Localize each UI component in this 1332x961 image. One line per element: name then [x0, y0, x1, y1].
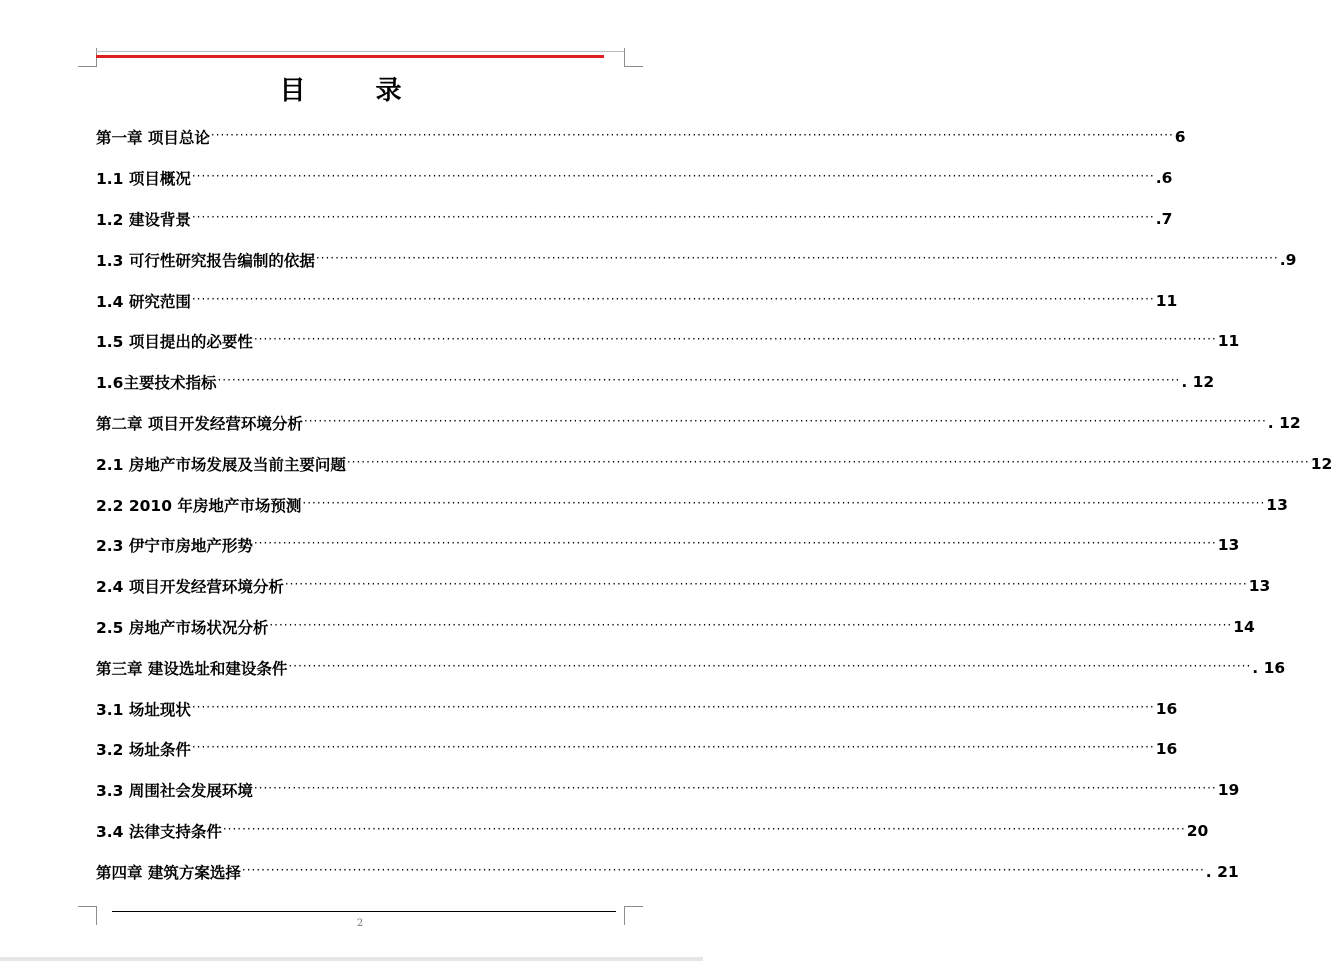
- toc-dot-leader: ········································································································································································································: [191, 699, 1155, 714]
- toc-entry[interactable]: [96, 280, 1178, 321]
- footer-rule: [112, 911, 616, 912]
- toc-dot-leader: ········································································································································································································: [191, 291, 1155, 306]
- toc-entry-label: 3.1 场址现状: [96, 700, 191, 719]
- toc-entry[interactable]: [96, 484, 1288, 525]
- toc-entry-label: 2.5 房地产市场状况分析: [96, 618, 269, 637]
- toc-entry-page: 19: [1217, 781, 1240, 800]
- toc-dot-leader: ········································································································································································································: [191, 169, 1155, 184]
- header-rule-red: [96, 55, 604, 58]
- page-gap: [0, 957, 703, 961]
- toc-dot-leader: ········································································································································································································: [253, 332, 1217, 347]
- margin-corner-top-right: [624, 48, 643, 67]
- page-number: 2: [356, 918, 364, 929]
- toc-entry-page: . 16: [1252, 658, 1286, 677]
- toc-entry-label: 第一章 项目总论: [96, 129, 210, 148]
- toc-entry[interactable]: [96, 647, 1286, 688]
- toc-entry-page: 11: [1217, 332, 1240, 351]
- toc-entry-label: 1.1 项目概况: [96, 170, 191, 189]
- toc-entry-page: 13: [1248, 577, 1271, 596]
- toc-dot-leader: ········································································································································································································: [302, 495, 1266, 510]
- toc-list: [96, 117, 1332, 892]
- toc-entry-label: 3.3 周围社会发展环境: [96, 782, 253, 801]
- toc-dot-leader: ········································································································································································································: [303, 413, 1267, 428]
- toc-entry-label: 第二章 项目开发经营环境分析: [96, 414, 303, 433]
- toc-entry-label: 2.4 项目开发经营环境分析: [96, 578, 284, 597]
- toc-dot-leader: ········································································································································································································: [288, 658, 1252, 673]
- header-rule-thin: [96, 51, 624, 52]
- toc-dot-leader: ········································································································································································································: [253, 781, 1217, 796]
- toc-entry-label: 3.2 场址条件: [96, 741, 191, 760]
- toc-entry[interactable]: [96, 770, 1240, 811]
- toc-entry-label: 2.2 2010 年房地产市场预测: [96, 496, 302, 515]
- toc-dot-leader: ········································································································································································································: [346, 454, 1310, 469]
- toc-entry-page: 13: [1217, 536, 1240, 555]
- toc-entry[interactable]: [96, 321, 1240, 362]
- toc-entry-page: 11: [1155, 291, 1178, 310]
- toc-dot-leader: ········································································································································································································: [315, 250, 1279, 265]
- toc-dot-leader: ········································································································································································································: [210, 128, 1174, 143]
- toc-entry-label: 1.2 建设背景: [96, 210, 191, 229]
- toc-entry-label: 第四章 建筑方案选择: [96, 863, 241, 882]
- toc-entry-label: 1.4 研究范围: [96, 292, 191, 311]
- toc-entry-page: .7: [1155, 209, 1173, 228]
- toc-entry[interactable]: [96, 729, 1178, 770]
- toc-entry-label: 2.3 伊宁市房地产形势: [96, 537, 253, 556]
- toc-entry-page: .9: [1279, 250, 1297, 269]
- toc-entry-page: . 21: [1205, 862, 1239, 881]
- toc-entry[interactable]: [96, 566, 1271, 607]
- toc-dot-leader: ········································································································································································································: [269, 617, 1233, 632]
- toc-entry[interactable]: [96, 607, 1255, 648]
- toc-entry[interactable]: [96, 525, 1240, 566]
- toc-entry[interactable]: [96, 362, 1215, 403]
- toc-entry[interactable]: [96, 443, 1332, 484]
- toc-entry-label: 1.6主要技术指标: [96, 374, 217, 393]
- toc-entry[interactable]: [96, 199, 1173, 240]
- toc-entry-label: 1.3 可行性研究报告编制的依据: [96, 251, 315, 270]
- toc-entry[interactable]: [96, 117, 1186, 158]
- toc-entry-page: 20: [1186, 821, 1209, 840]
- toc-entry-page: 16: [1155, 740, 1178, 759]
- toc-dot-leader: ········································································································································································································: [222, 821, 1186, 836]
- toc-title: 目 录: [279, 76, 424, 106]
- toc-entry-page: . 12: [1181, 373, 1215, 392]
- toc-dot-leader: ········································································································································································································: [191, 740, 1155, 755]
- toc-entry-label: 3.4 法律支持条件: [96, 822, 222, 841]
- toc-entry-label: 第三章 建设选址和建设条件: [96, 659, 288, 678]
- toc-entry-page: . 12: [1267, 413, 1301, 432]
- toc-entry-page: 6: [1174, 128, 1186, 147]
- margin-corner-bottom-right: [624, 906, 643, 925]
- toc-dot-leader: ········································································································································································································: [253, 536, 1217, 551]
- toc-entry-page: 12: [1310, 454, 1332, 473]
- margin-corner-top-left: [78, 48, 97, 67]
- toc-entry[interactable]: [96, 688, 1178, 729]
- toc-entry-label: 2.1 房地产市场发展及当前主要问题: [96, 455, 346, 474]
- toc-dot-leader: ········································································································································································································: [284, 577, 1248, 592]
- margin-corner-bottom-left: [78, 906, 97, 925]
- toc-entry-label: 1.5 项目提出的必要性: [96, 333, 253, 352]
- toc-entry-page: .6: [1155, 169, 1173, 188]
- toc-entry-page: 14: [1233, 617, 1255, 636]
- toc-entry-page: 13: [1266, 495, 1288, 514]
- toc-entry[interactable]: [96, 811, 1209, 852]
- toc-dot-leader: ········································································································································································································: [191, 209, 1155, 224]
- toc-entry[interactable]: [96, 158, 1173, 199]
- toc-dot-leader: ········································································································································································································: [217, 373, 1181, 388]
- toc-entry[interactable]: [96, 851, 1239, 892]
- toc-entry[interactable]: [96, 403, 1301, 444]
- toc-dot-leader: ········································································································································································································: [241, 862, 1205, 877]
- toc-entry-page: 16: [1155, 699, 1178, 718]
- toc-entry[interactable]: [96, 239, 1297, 280]
